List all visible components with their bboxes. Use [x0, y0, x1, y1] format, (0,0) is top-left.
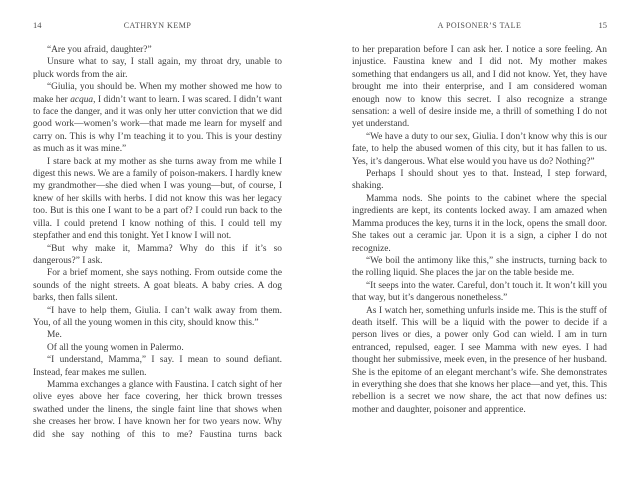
- running-header-author: CATHRYN KEMP: [123, 21, 192, 30]
- paragraph: “I have to help them, Giulia. I can’t walk away from them. You, of all the young women in this city, should know this.”: [33, 305, 282, 328]
- page-body-left: [33, 44, 282, 441]
- paragraph: Mamma exchanges a glance with Faustina. I catch sight of her olive eyes above her face covering, her thick brown tresses swathed under the linens, the single faint line that shows when she creases her brow. I have known her for two years now. Why did she say nothing of this to me? Faustina turns back: [33, 379, 282, 440]
- paragraph: “Are you afraid, daughter?”: [47, 45, 152, 55]
- paragraph: For a brief moment, she says nothing. From outside come the sounds of the night streets. A goat bleats. A baby cries. A dog barks, then falls silent.: [33, 268, 282, 304]
- page-right: [352, 0, 607, 416]
- page-body-right: [352, 44, 607, 416]
- paragraph: Perhaps I should shout yes to that. Instead, I step forward, shaking.: [352, 169, 607, 192]
- running-header-book-title: A POISONER’S TALE: [437, 21, 522, 30]
- paragraph: to her preparation before I can ask her. I notice a sore feeling. An injustice. Faustina knew and I did not. My mother makes something that endangers us all, and I did not know. Yet, they have brought me into their enterprise, and I am considered woman enough now to know this secret. I also recognize a strange sensation: a well of desire inside me, a thrill of something I do not yet understand.: [352, 45, 607, 130]
- paragraph: “We have a duty to our sex, Giulia. I don’t know why this is our fate, to help the abused women of this city, but it has fallen to us. Yes, it’s dangerous. What else would you have us do? Nothing?”: [352, 131, 607, 167]
- paragraph: Unsure what to say, I stall again, my throat dry, unable to pluck words from the air.: [33, 57, 282, 80]
- paragraph: Me.: [47, 330, 62, 341]
- paragraph: I stare back at my mother as she turns away from me while I digest this news. We are a family of poison-makers. I hardly knew my grandmother—she died when I was young—but, of course, I knew of her skills with herbs. I did not know this was her legacy too. But is this one I want to be a part of? I could run back to the villa. I could pretend I know nothing of this. I could tell my stepfather and end this tonight. Yet I know I will not.: [33, 156, 282, 242]
- paragraph: “Giulia, you should be. When my mother showed me how to make her acqua, I didn’t want to learn. I was scared. I didn’t want to face the danger, and it was only her utter conviction that we did good work—women’s work—that made me learn for myself and carry on. This is why I’m teaching it to you. This is your destiny as much as it was mine.”: [33, 82, 283, 155]
- paragraph: As I watch her, something unfurls inside me. This is the stuff of death itself. This will be a liquid with the power to decide if a person lives or dies, a power only God can wield. I am in turn entranced, repulsed, eager. I see Mamma with new eyes. I had thought her submissive, meek even, in the presence of her husband. She is the epitome of an elegant merchant’s wife. She demonstrates in everything she does that she knows her place—and yet, this. This rebellion is a secret we now share, the act that now defines us: mother and daughter, poisoner and apprentice.: [352, 305, 607, 415]
- running-head-left: [33, 21, 282, 30]
- page-number-right: 15: [598, 20, 607, 30]
- paragraph: Mamma nods. She points to the cabinet where the special ingredients are kept, its contents locked away. I am amazed when Mamma produces the key, turns it in the lock, opens the small door. She takes out a ceramic jar. Upon it is a sign, a cipher I do not recognize.: [352, 193, 607, 254]
- page-number-left: 14: [33, 20, 42, 30]
- page-left: [33, 0, 282, 441]
- paragraph: “But why make it, Mamma? Why do this if it’s so dangerous?” I ask.: [33, 243, 282, 266]
- paragraph: “It seeps into the water. Careful, don’t touch it. It won’t kill you that way, but it’s dangerous nonetheless.”: [352, 280, 607, 304]
- paragraph: Of all the young women in Palermo.: [47, 342, 184, 353]
- paragraph: “I understand, Mamma,” I say. I mean to sound defiant. Instead, fear makes me sullen.: [33, 355, 282, 378]
- running-head-right: [352, 21, 607, 30]
- paragraph: “We boil the antimony like this,” she instructs, turning back to the rolling liquid. She places the jar on the table beside me.: [352, 255, 607, 279]
